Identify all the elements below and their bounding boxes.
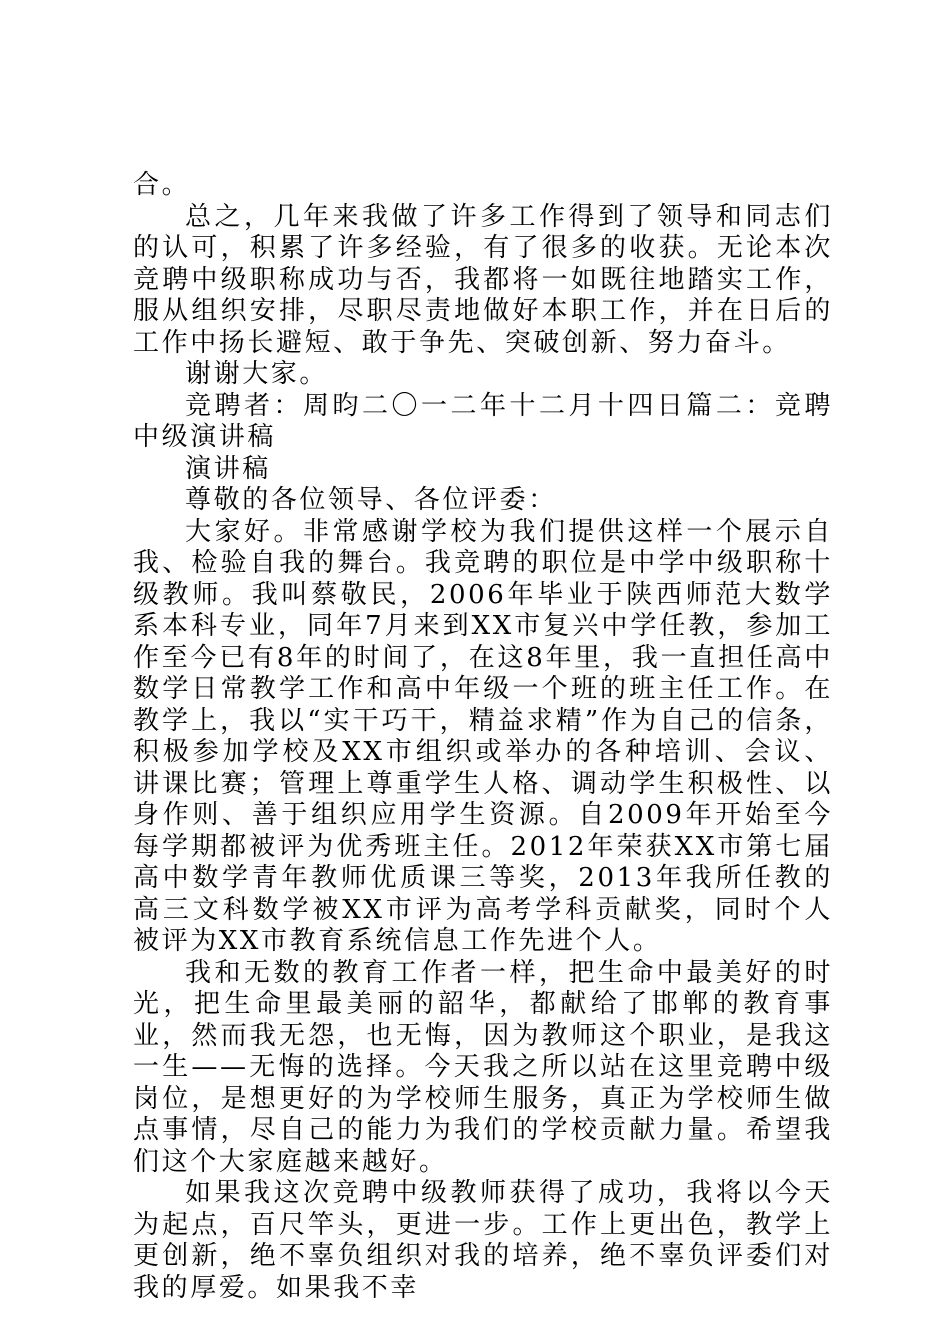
document-page [133, 170, 833, 1304]
paragraph-dedication: 我和无数的教育工作者一样，把生命中最美好的时光，把生命里最美丽的韶华，都献给了邯郸的教育事业，然而我无怨，也无悔，因为教师这个职业，是我这一生——无悔的选择。今天我之所以站在这里竞聘中级岗位，是想更好的为学校师生服务，真正为学校师生做点事情，尽自己的能力为我们的学校贡献力量。希望我们这个大家庭越来越好。 [133, 957, 833, 1177]
paragraph-summary: 总之，几年来我做了许多工作得到了领导和同志们的认可，积累了许多经验，有了很多的收获。无论本次竞聘中级职称成功与否，我都将一如既往地踏实工作，服从组织安排，尽职尽责地做好本职工作，并在日后的工作中扬长避短、敢于争先、突破创新、努力奋斗。 [133, 201, 833, 358]
paragraph-signature: 竞聘者：周昀二〇一二年十二月十四日篇二：竞聘中级演讲稿 [133, 390, 833, 452]
paragraph-commitment: 如果我这次竞聘中级教师获得了成功，我将以今天为起点，百尺竿头，更进一步。工作上更出色，教学上更创新，绝不辜负组织对我的培养，绝不辜负评委们对我的厚爱。如果我不幸 [133, 1178, 833, 1303]
paragraph-introduction: 大家好。非常感谢学校为我们提供这样一个展示自我、检验自我的舞台。我竞聘的职位是中学中级职称十级教师。我叫蔡敬民，2006年毕业于陕西师范大数学系本科专业，同年7月来到XX市复兴中学任教，参加工作至今已有8年的时间了，在这8年里，我一直担任高中数学日常教学工作和高中年级一个班的班主任工作。在教学上，我以“实干巧干，精益求精”作为自己的信条，积极参加学校及XX市组织或举办的各种培训、会议、讲课比赛；管理上尊重学生人格、调动学生积极性、以身作则、善于组织应用学生资源。自2009年开始至今每学期都被评为优秀班主任。2012年荣获XX市第七届高中数学青年教师优质课三等奖，2013年我所任教的高三文科数学被XX市评为高考学科贡献奖，同时个人被评为XX市教育系统信息工作先进个人。 [133, 516, 833, 956]
paragraph-salutation: 尊敬的各位领导、各位评委： [185, 485, 557, 515]
section-title: 演讲稿 [185, 453, 271, 484]
paragraph-thanks: 谢谢大家。 [185, 359, 329, 389]
paragraph-continuation: 合。 [133, 170, 191, 200]
